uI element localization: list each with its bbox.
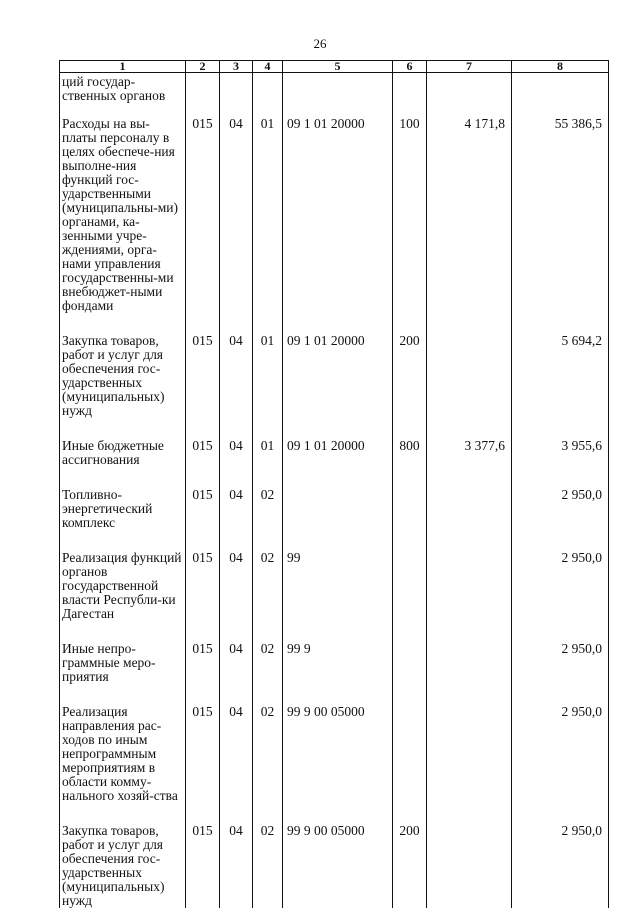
row-ministry-code: 015 [186, 488, 220, 551]
row-ministry-code: 015 [186, 117, 220, 334]
row-section-code: 04 [220, 439, 253, 488]
header-col-7: 7 [427, 61, 512, 73]
table-row [60, 642, 609, 705]
row-target-code [283, 488, 393, 551]
row-amount-col7 [427, 551, 512, 642]
row-target-code [283, 73, 393, 118]
table-row [60, 117, 609, 334]
row-amount-col8: 3 955,6 [512, 439, 609, 488]
row-name: Топливно-энергетический комплекс [60, 488, 186, 551]
table-row [60, 551, 609, 642]
row-section-code: 04 [220, 334, 253, 439]
row-subsection-code: 02 [253, 551, 283, 642]
budget-table-container [59, 60, 608, 840]
row-name: Расходы на вы-платы персоналу в целях обеспече-ния выполне-ния функций гос-ударственными (муниципальны-ми) органами, ка-зенными учре-ждениями, орга-нами управления государственны-ми внебюджет-ными фондами [60, 117, 186, 334]
header-col-4: 4 [253, 61, 283, 73]
row-expense-type: 100 [393, 117, 427, 334]
row-target-code: 99 9 00 05000 [283, 824, 393, 908]
table-row [60, 73, 609, 118]
header-col-8: 8 [512, 61, 609, 73]
row-amount-col7 [427, 705, 512, 824]
row-expense-type [393, 73, 427, 118]
row-amount-col7 [427, 73, 512, 118]
row-subsection-code: 01 [253, 117, 283, 334]
row-amount-col8: 2 950,0 [512, 551, 609, 642]
row-ministry-code: 015 [186, 334, 220, 439]
row-expense-type [393, 642, 427, 705]
row-section-code: 04 [220, 488, 253, 551]
row-subsection-code: 02 [253, 488, 283, 551]
row-name: Реализация направления рас-ходов по иным непрограммным мероприятиям в области комму-нального хозяй-ства [60, 705, 186, 824]
row-ministry-code: 015 [186, 642, 220, 705]
row-expense-type: 200 [393, 334, 427, 439]
row-ministry-code: 015 [186, 551, 220, 642]
row-subsection-code: 01 [253, 439, 283, 488]
header-col-6: 6 [393, 61, 427, 73]
row-target-code: 09 1 01 20000 [283, 334, 393, 439]
row-amount-col8: 55 386,5 [512, 117, 609, 334]
header-col-1: 1 [60, 61, 186, 73]
row-expense-type [393, 488, 427, 551]
row-amount-col8: 5 694,2 [512, 334, 609, 439]
row-section-code: 04 [220, 642, 253, 705]
budget-table [59, 60, 609, 908]
row-amount-col8: 2 950,0 [512, 824, 609, 908]
row-expense-type [393, 551, 427, 642]
row-amount-col7 [427, 642, 512, 705]
row-name: Закупка товаров, работ и услуг для обеспечения гос-ударственных (муниципальных) нужд [60, 334, 186, 439]
row-section-code: 04 [220, 705, 253, 824]
table-body [60, 73, 609, 908]
row-ministry-code: 015 [186, 439, 220, 488]
table-row [60, 334, 609, 439]
table-row [60, 705, 609, 824]
table-header [60, 61, 609, 73]
row-target-code: 99 [283, 551, 393, 642]
row-amount-col7: 4 171,8 [427, 117, 512, 334]
row-subsection-code: 02 [253, 824, 283, 908]
header-col-5: 5 [283, 61, 393, 73]
row-subsection-code: 02 [253, 642, 283, 705]
row-amount-col7 [427, 334, 512, 439]
table-row [60, 824, 609, 908]
row-ministry-code: 015 [186, 824, 220, 908]
row-subsection-code: 01 [253, 334, 283, 439]
header-row [60, 61, 609, 73]
page-number: 26 [0, 36, 640, 52]
row-section-code: 04 [220, 117, 253, 334]
row-amount-col7: 3 377,6 [427, 439, 512, 488]
table-row [60, 488, 609, 551]
row-amount-col8: 2 950,0 [512, 642, 609, 705]
row-name: Реализация функций органов государственной власти Республи-ки Дагестан [60, 551, 186, 642]
row-section-code [220, 73, 253, 118]
row-amount-col8: 2 950,0 [512, 705, 609, 824]
row-target-code: 09 1 01 20000 [283, 117, 393, 334]
row-ministry-code [186, 73, 220, 118]
row-name: Иные непро-граммные меро-приятия [60, 642, 186, 705]
row-subsection-code [253, 73, 283, 118]
row-amount-col7 [427, 824, 512, 908]
row-expense-type: 200 [393, 824, 427, 908]
row-target-code: 99 9 [283, 642, 393, 705]
row-expense-type: 800 [393, 439, 427, 488]
row-name: Закупка товаров, работ и услуг для обеспечения гос-ударственных (муниципальных) нужд [60, 824, 186, 908]
row-amount-col7 [427, 488, 512, 551]
row-subsection-code: 02 [253, 705, 283, 824]
row-target-code: 99 9 00 05000 [283, 705, 393, 824]
row-amount-col8: 2 950,0 [512, 488, 609, 551]
header-col-3: 3 [220, 61, 253, 73]
table-row [60, 439, 609, 488]
row-target-code: 09 1 01 20000 [283, 439, 393, 488]
row-ministry-code: 015 [186, 705, 220, 824]
row-section-code: 04 [220, 551, 253, 642]
row-amount-col8 [512, 73, 609, 118]
header-col-2: 2 [186, 61, 220, 73]
row-expense-type [393, 705, 427, 824]
row-section-code: 04 [220, 824, 253, 908]
row-name: Иные бюджетные ассигнования [60, 439, 186, 488]
row-name: ций государ-ственных органов [60, 73, 186, 118]
